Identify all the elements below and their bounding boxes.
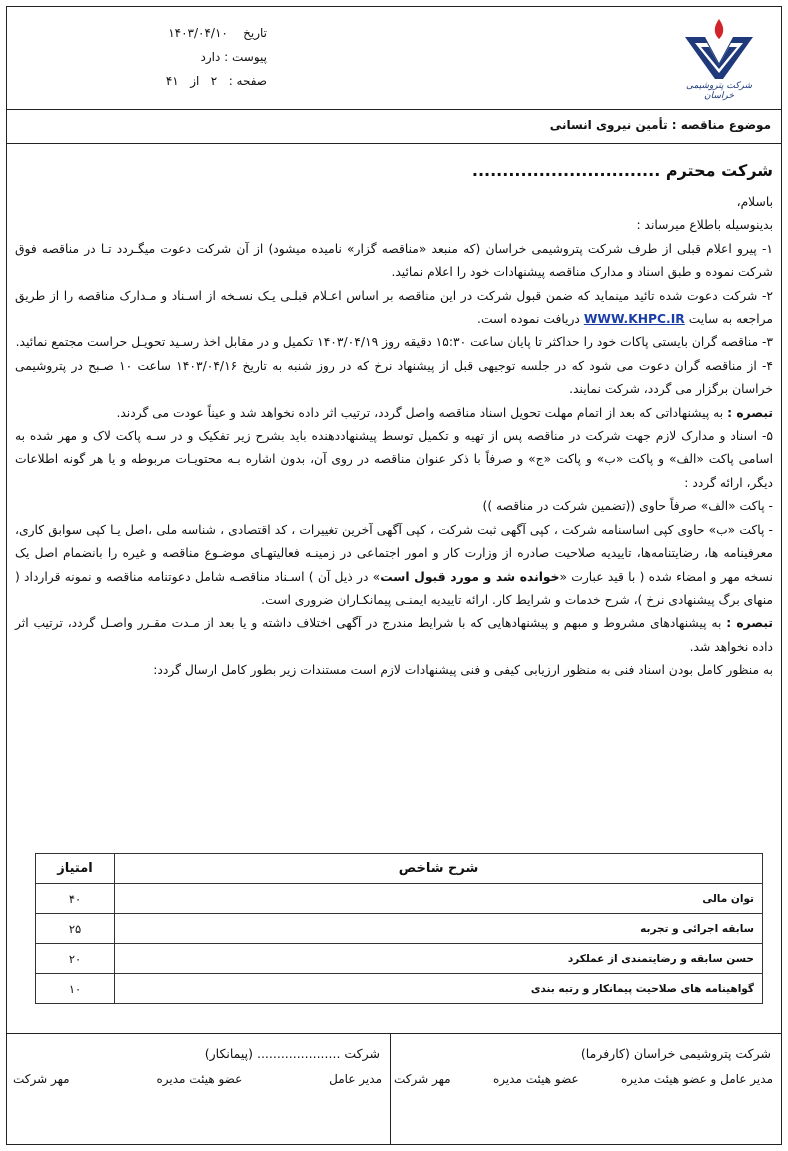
date-line	[67, 21, 267, 45]
note-1-label: تبصره :	[727, 405, 773, 420]
page-total: ۴۱	[165, 74, 179, 88]
contractor-role: عضو هیئت مدیره	[156, 1072, 243, 1086]
header-score: امتیاز	[36, 854, 115, 884]
tender-subject: موضوع مناقصه : تأمین نیروی انسانی	[549, 118, 771, 132]
intro: بدینوسیله باطلاع میرساند :	[636, 218, 773, 233]
criteria-score: ۴۰	[36, 884, 115, 914]
contractor-roles	[13, 1072, 382, 1086]
table-row	[36, 974, 763, 1004]
criteria-desc: سابقه اجرائی و تجربه	[115, 914, 763, 944]
table-row	[36, 884, 763, 914]
logo-caption: شرکت پتروشیمی خراسان	[686, 81, 752, 101]
page-separator: از	[190, 74, 200, 88]
criteria-desc: توان مالی	[115, 884, 763, 914]
clause-2-end: دریافت نموده است.	[477, 312, 580, 327]
employer-roles	[394, 1072, 773, 1086]
clause-5: ۵- اسناد و مدارک لازم جهت شرکت در مناقصه پس از تهیه و تکمیل توسط پیشنهاددهنده باید بشرح زیر تفکیک و در سـه پاکت لاک و مهر شده به اسامی پاکت «الف» و پاکت «ب» و پاکت «ج» و صرفاً با ذکر عنوان مناقصه در روی آن، بدون اشاره بـه محتویـات مربوطه و یا هر گونه اطلاعات دیگر، ارائه گردد :	[15, 429, 773, 490]
contractor-role: مدیر عامل	[329, 1072, 382, 1086]
clause-3: ۳- مناقصه گران بایستی پاکات خود را حداکثر تا پایان ساعت ۱۵:۳۰ دقیقه روز ۱۴۰۳/۰۴/۱۹ تکمیل و در مقابل اخذ رسـید تحویـل حراست مجتمع نمائید.	[15, 335, 773, 350]
website-link[interactable]: WWW.KHPC.IR	[583, 312, 685, 327]
clause-2	[15, 285, 773, 332]
clause-4: ۴- از مناقصه گران دعوت می شود که در جلسه توجیهی قبل از پیشنهاد نرخ که در روز شنبه به تاریخ ۱۴۰۳/۰۴/۱۶ ساعت ۱۰ صـبح در پتروشیمی خراسان برگزار می گردد، شرکت نمایند.	[15, 358, 774, 397]
subject-bar	[7, 109, 781, 144]
note-1-text: به پیشنهاداتی که بعد از اتمام مهلت تحویل اسناد مناقصه واصل گردد، ترتیب اثر داده نخواهد شد و عیناً عودت می گردند.	[116, 405, 724, 420]
contractor-signature-box	[7, 1033, 390, 1143]
date-value: ۱۴۰۳/۰۴/۱۰	[168, 26, 228, 40]
clause-1: ۱- پیرو اعلام قبلی از طرف شرکت پتروشیمی خراسان (که منبعد «مناقصه گزار» نامیده میشود) از آن شرکت دعوت میگـردد تـا در مناقصه فوق شرکت نموده و طبق اسناد و مدارک مناقصه پیشنهادات خود را اعلام نمائید.	[15, 241, 773, 280]
criteria-desc: گواهینامه های صلاحیت پیمانکار و رتبه بندی	[115, 974, 763, 1004]
employer-signature-box	[388, 1033, 781, 1143]
header-desc: شرح شاخص	[115, 854, 763, 884]
attachment-line	[67, 45, 267, 69]
criteria-score: ۱۰	[36, 974, 115, 1004]
flame-logo-icon	[679, 15, 759, 81]
criteria-table	[35, 853, 763, 1004]
contractor-role: مهر شرکت	[13, 1072, 70, 1086]
contractor-title: شرکت ..................... (پیمانکار)	[204, 1046, 380, 1061]
employer-role: عضو هیئت مدیره	[492, 1072, 579, 1086]
table-row	[36, 914, 763, 944]
addressee-title: شرکت محترم ...............................	[471, 161, 773, 180]
packet-a: - پاکت «الف» صرفاً حاوی ((تضمین شرکت در مناقصه ))	[482, 499, 773, 514]
clause-2-text: ۲- شرکت دعوت شده تائید مینماید که ضمن قبول شرکت در این مناقصه بر اساس اعـلام قبلـی یـک نسـخه از اسـناد و مـدارک مناقصه را از طریق مراجعه به سایت	[15, 288, 773, 327]
criteria-header-row	[36, 854, 763, 884]
employer-role: مدیر عامل و عضو هیئت مدیره	[621, 1072, 773, 1086]
page-number: ۲	[210, 74, 218, 88]
attachment-value: دارد	[200, 50, 221, 64]
packet-b-text: - پاکت «ب» حاوی کپی اساسنامه شرکت ، کپی آگهی ثبت شرکت ، کپی آگهی آخرین تغییرات ، کد اقتصادی ، شناسه ملی ،اصل یـا کپی سوابق کاری، معرفینامه ها، رضایتنامه‌ها، تاییدیه صلاحیت صادره از وزارت کار و امور اجتماعی در زمینـه فعالیتهـای موضـوع مناقصه و غیره را بانضمام اصل یک نسخه مهر و امضاء شده ( با قید عبارت «	[15, 522, 773, 584]
date-label: تاریخ	[243, 26, 267, 40]
packet-b-bold: خوانده شد و مورد قبول است	[380, 569, 560, 584]
attachment-label: پیوست :	[224, 50, 267, 64]
packet-b-end: » در ذیل آن ) اسـناد مناقصـه شامل دعوتنامه مناقصه و نمونه قرارداد ( منهای برگ پیشنهادی نرخ )، شرح خدمات و شرایط کار. ارائه تاییدیه ایمنـی پیمانکـاران ضروری است.	[15, 569, 773, 607]
note-2-label: تبصره :	[726, 616, 773, 631]
letter-body	[15, 157, 773, 683]
closing-line: به منظور کامل بودن اسناد فنی به منظور ارزیابی کیفی و فنی پیشنهادات لازم است مستندات زیر بطور کامل ارسال گردد:	[153, 663, 773, 678]
page-line	[67, 69, 267, 93]
employer-title: شرکت پتروشیمی خراسان (کارفرما)	[580, 1046, 771, 1061]
signature-divider	[390, 1033, 391, 1144]
criteria-score: ۲۰	[36, 944, 115, 974]
table-row	[36, 944, 763, 974]
criteria-desc: حسن سابقه و رضایتمندی از عملکرد	[115, 944, 763, 974]
criteria-score: ۲۵	[36, 914, 115, 944]
page-label: صفحه :	[228, 74, 267, 88]
note-2	[15, 612, 773, 659]
letter-meta	[67, 21, 267, 93]
letter-header	[7, 7, 781, 110]
company-logo	[679, 15, 759, 105]
greeting: باسلام،	[736, 195, 773, 209]
employer-role: مهر شرکت	[394, 1072, 451, 1086]
note-1	[15, 402, 773, 425]
letter-page	[6, 6, 782, 1145]
packet-b	[15, 519, 773, 613]
note-2-text: به پیشنهادهای مشروط و مبهم و پیشنهادهایی که با شرایط مندرج در آگهی اختلاف داشته و یا بعد از مـدت مقـرر واصـل گردد، ترتیب اثر داده نخواهد شد.	[15, 616, 773, 654]
